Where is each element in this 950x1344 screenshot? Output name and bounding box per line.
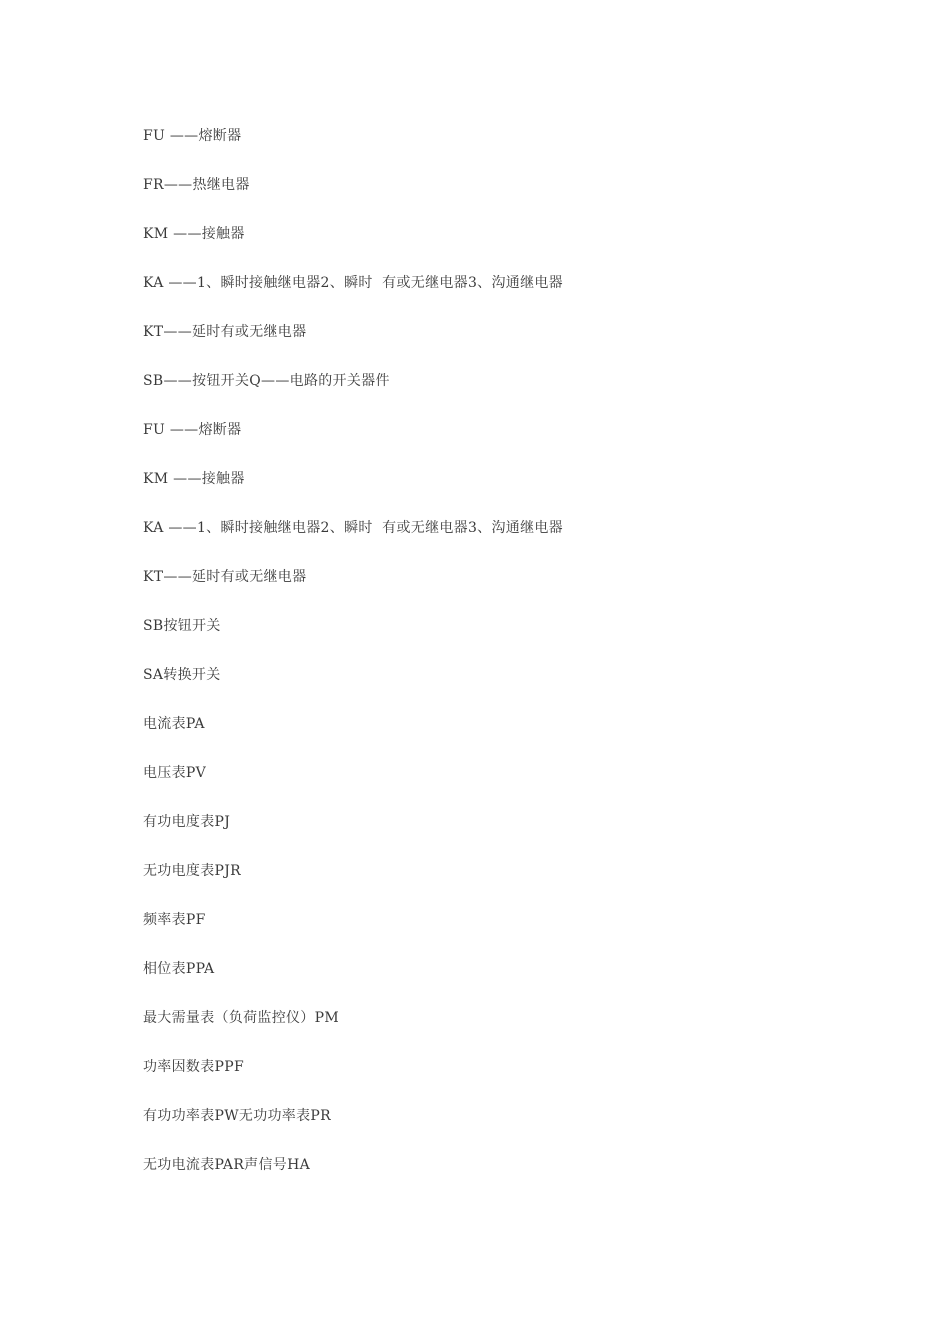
- text-line: 有功电度表PJ: [143, 814, 231, 830]
- text-line: SA转换开关: [143, 667, 221, 683]
- text-line: KA ——1、瞬时接触继电器2、瞬时 有或无继电器3、沟通继电器: [143, 520, 563, 536]
- text-line: KM ——接触器: [143, 471, 245, 487]
- text-line: SB——按钮开关Q——电路的开关器件: [143, 373, 390, 389]
- text-line: FU ——熔断器: [143, 422, 242, 438]
- text-line: SB按钮开关: [143, 618, 221, 634]
- text-line: 无功电度表PJR: [143, 863, 241, 879]
- text-line: 功率因数表PPF: [143, 1059, 244, 1075]
- text-line: FR——热继电器: [143, 177, 250, 193]
- text-line: 有功功率表PW无功功率表PR: [143, 1108, 331, 1124]
- text-line: KA ——1、瞬时接触继电器2、瞬时 有或无继电器3、沟通继电器: [143, 275, 563, 291]
- text-line: KM ——接触器: [143, 226, 245, 242]
- text-line: 无功电流表PAR声信号HA: [143, 1157, 311, 1173]
- text-line: KT——延时有或无继电器: [143, 324, 307, 340]
- text-line: 频率表PF: [143, 912, 206, 928]
- text-line: 最大需量表（负荷监控仪）PM: [143, 1010, 339, 1026]
- text-line: KT——延时有或无继电器: [143, 569, 307, 585]
- text-line: FU ——熔断器: [143, 128, 242, 144]
- text-line: 电压表PV: [143, 765, 207, 781]
- document-body: [143, 126, 903, 1204]
- text-line: 电流表PA: [143, 716, 205, 732]
- text-line: 相位表PPA: [143, 961, 215, 977]
